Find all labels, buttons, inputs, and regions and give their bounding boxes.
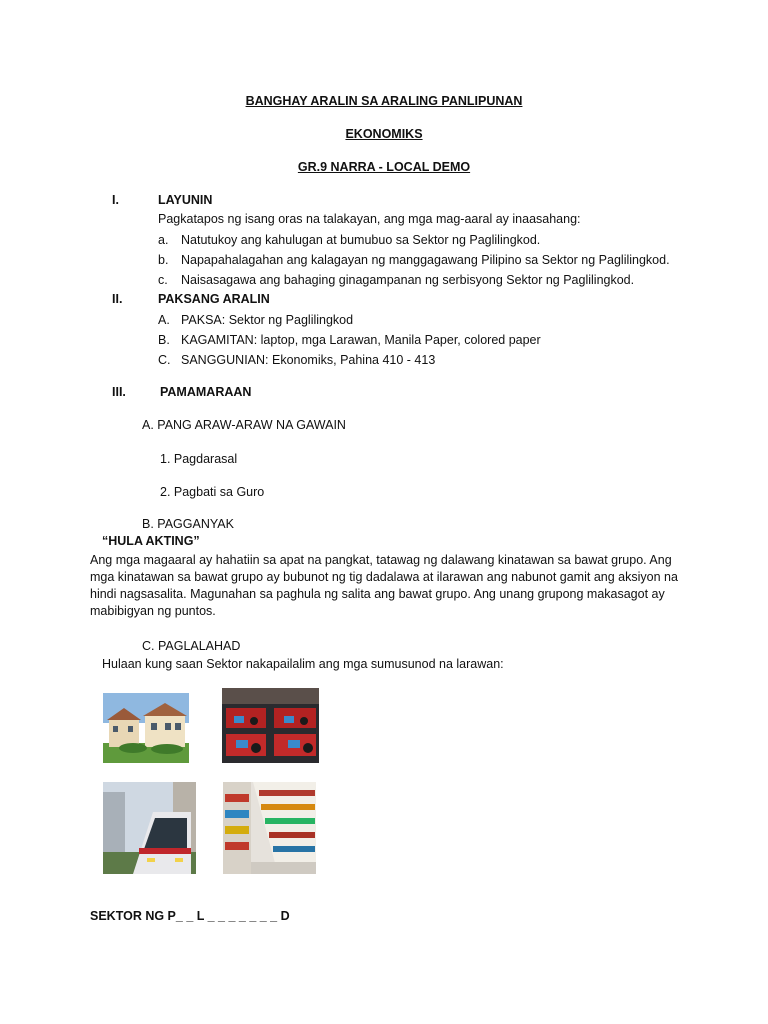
document-subject: EKONOMIKS: [345, 127, 423, 141]
part3-number: III.: [112, 385, 126, 399]
part2-heading: PAKSANG ARALIN: [158, 292, 270, 306]
part1-heading: LAYUNIN: [158, 193, 213, 207]
part1-number: I.: [112, 193, 119, 207]
activity-description: Ang mga magaaral ay hahatiin sa apat na pangkat, tatawag ng dalawang kinatawan sa bawat grupo. Ang mga kinatawan sa bawat grupo ay bubunot ng tig dadalawa at ilarawan ang nabunot gamit ang aksiyon na hindi nagsasalita. Magunahan sa paghula ng salita ang bawat grupo. Ang unang grupong makasagot ay mabibigyan ng puntos.: [90, 553, 678, 618]
list-item-marker: A.: [158, 313, 170, 327]
list-item: KAGAMITAN: laptop, mga Larawan, Manila Paper, colored paper: [181, 333, 541, 347]
list-item: Naisasagawa ang bahaging ginagampanan ng serbisyong Sektor ng Paglilingkod.: [181, 273, 635, 287]
list-item-marker: B.: [158, 333, 170, 347]
document-title: BANGHAY ARALIN SA ARALING PANLIPUNAN: [245, 94, 523, 108]
instruction-text: Hulaan kung saan Sektor nakapailalim ang mga sumusunod na larawan:: [102, 657, 504, 671]
list-item-marker: a.: [158, 233, 169, 247]
list-item: Napapahalagahan ang kalagayan ng manggagawang Pilipino sa Sektor ng Paglilingkod.: [181, 253, 670, 267]
subsection-c-heading: C. PAGLALAHAD: [142, 639, 241, 653]
document-section: GR.9 NARRA - LOCAL DEMO: [297, 160, 471, 174]
housing-photo: [103, 693, 189, 763]
activity-title: “HULA AKTING”: [102, 534, 200, 548]
list-item: PAKSA: Sektor ng Paglilingkod: [181, 313, 354, 327]
list-item-marker: C.: [158, 353, 171, 367]
sector-puzzle: SEKTOR NG P_ _ L _ _ _ _ _ _ _ D: [90, 909, 290, 923]
subsection-b-heading: B. PAGGANYAK: [142, 517, 234, 531]
supermarket-photo: [223, 782, 316, 874]
list-item: 1. Pagdarasal: [160, 452, 238, 466]
list-item-marker: b.: [158, 253, 169, 267]
call-center-photo: [222, 688, 319, 763]
list-item-marker: c.: [158, 273, 168, 287]
list-item: SANGGUNIAN: Ekonomiks, Pahina 410 - 413: [181, 353, 436, 367]
list-item: Natutukoy ang kahulugan at bumubuo sa Sektor ng Paglilingkod.: [181, 233, 541, 247]
part3-heading: PAMAMARAAN: [160, 385, 252, 399]
train-photo: [103, 782, 196, 874]
list-item: 2. Pagbati sa Guro: [160, 485, 265, 499]
subsection-a-heading: A. PANG ARAW-ARAW NA GAWAIN: [142, 418, 346, 432]
part2-number: II.: [112, 292, 123, 306]
part1-intro: Pagkatapos ng isang oras na talakayan, ang mga mag-aaral ay inaasahang:: [158, 212, 581, 226]
